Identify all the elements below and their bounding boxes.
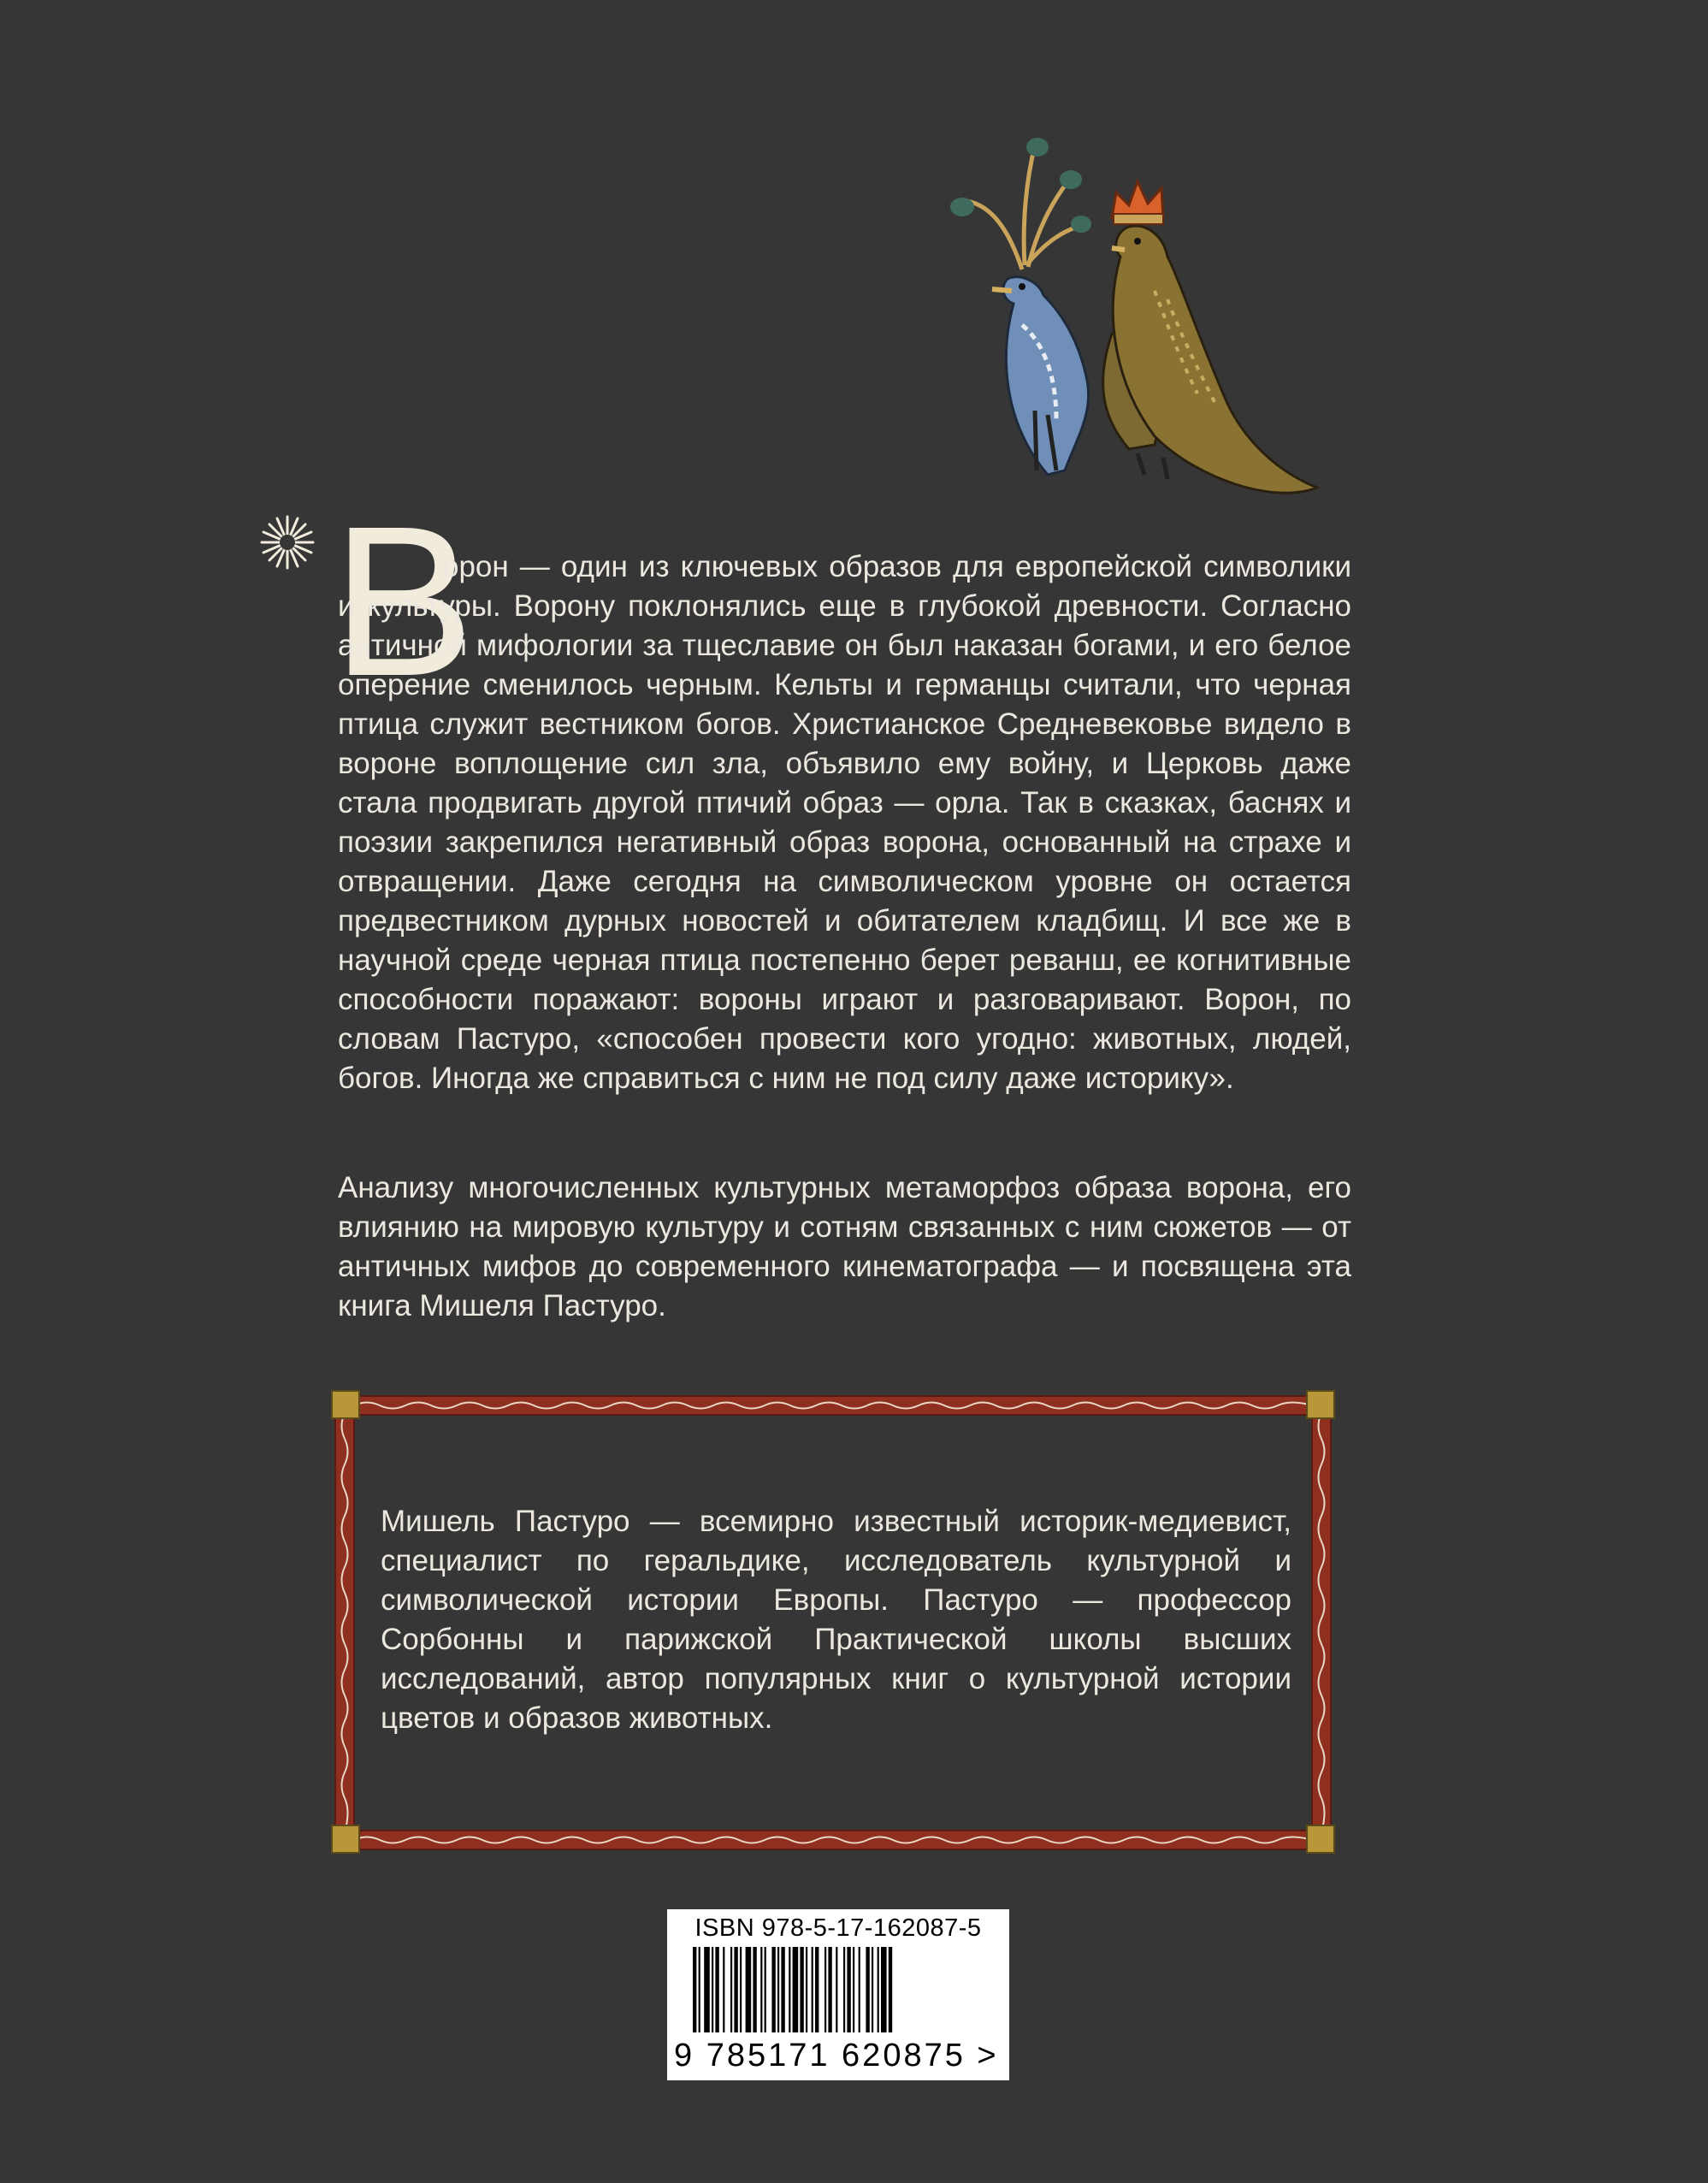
author-bio: Мишель Пастуро — всемирно известный историк-медиевист, специалист по геральдике, исследователь культурной и символической истории Европы. Пастуро — профессор Сорбонны и парижской Практической школы высших исследований, автор популярных книг о культурной истории цветов и образов животных.: [381, 1505, 1291, 1735]
starburst-ornament-icon: [257, 512, 318, 573]
crowned-gold-bird: [1103, 226, 1317, 493]
barcode-digits: 9 785171 620875 >: [674, 2038, 999, 2074]
description-paragraph-1: орон — один из ключевых образов для европейской символики и культуры. Ворону поклонялись еще в глубокой древности. Согласно античной мифологии за тщеславие он был наказан богами, и его белое оперение сменилось черным. Кельты и германцы считали, что черная птица служит вестником богов. Христианское Средневековье видело в вороне воплощение сил зла, объявило ему войну, и Церковь даже стала продвигать другой птичий образ — орла. Так в сказках, баснях и поэзии закрепился негативный образ ворона, основанный на страхе и отвращении. Даже сегодня на символическом уровне он остается предвестником дурных новостей и обитателем кладбищ. И все же в научной среде черная птица постепенно берет реванш, ее когнитивные способности поражают: вороны играют и разговаривают. Ворон, по словам Пастуро, «способен провести кого угодно: животных, людей, богов. Иногда же справиться с ним не под силу даже историку».: [338, 550, 1351, 1095]
bird-crest-ornament: [966, 145, 1078, 269]
illuminated-birds-illustration: [872, 128, 1351, 505]
blue-bird: [992, 277, 1089, 475]
description-paragraph-2: Анализу многочисленных культурных метаморфоз образа ворона, его влиянию на мировую культуру и сотням связанных с ним сюжетов — от античных мифов до современного кинематографа — и посвящена эта книга Мишеля Пастуро.: [338, 1171, 1351, 1322]
drop-cap-letter: В: [332, 482, 475, 720]
isbn-label: ISBN 978-5-17-162087-5: [694, 1914, 982, 1942]
isbn-barcode-block: [667, 1909, 1009, 2080]
crest-buds: [950, 138, 1091, 233]
barcode-icon: [693, 1947, 984, 2041]
crown: [1112, 181, 1163, 224]
